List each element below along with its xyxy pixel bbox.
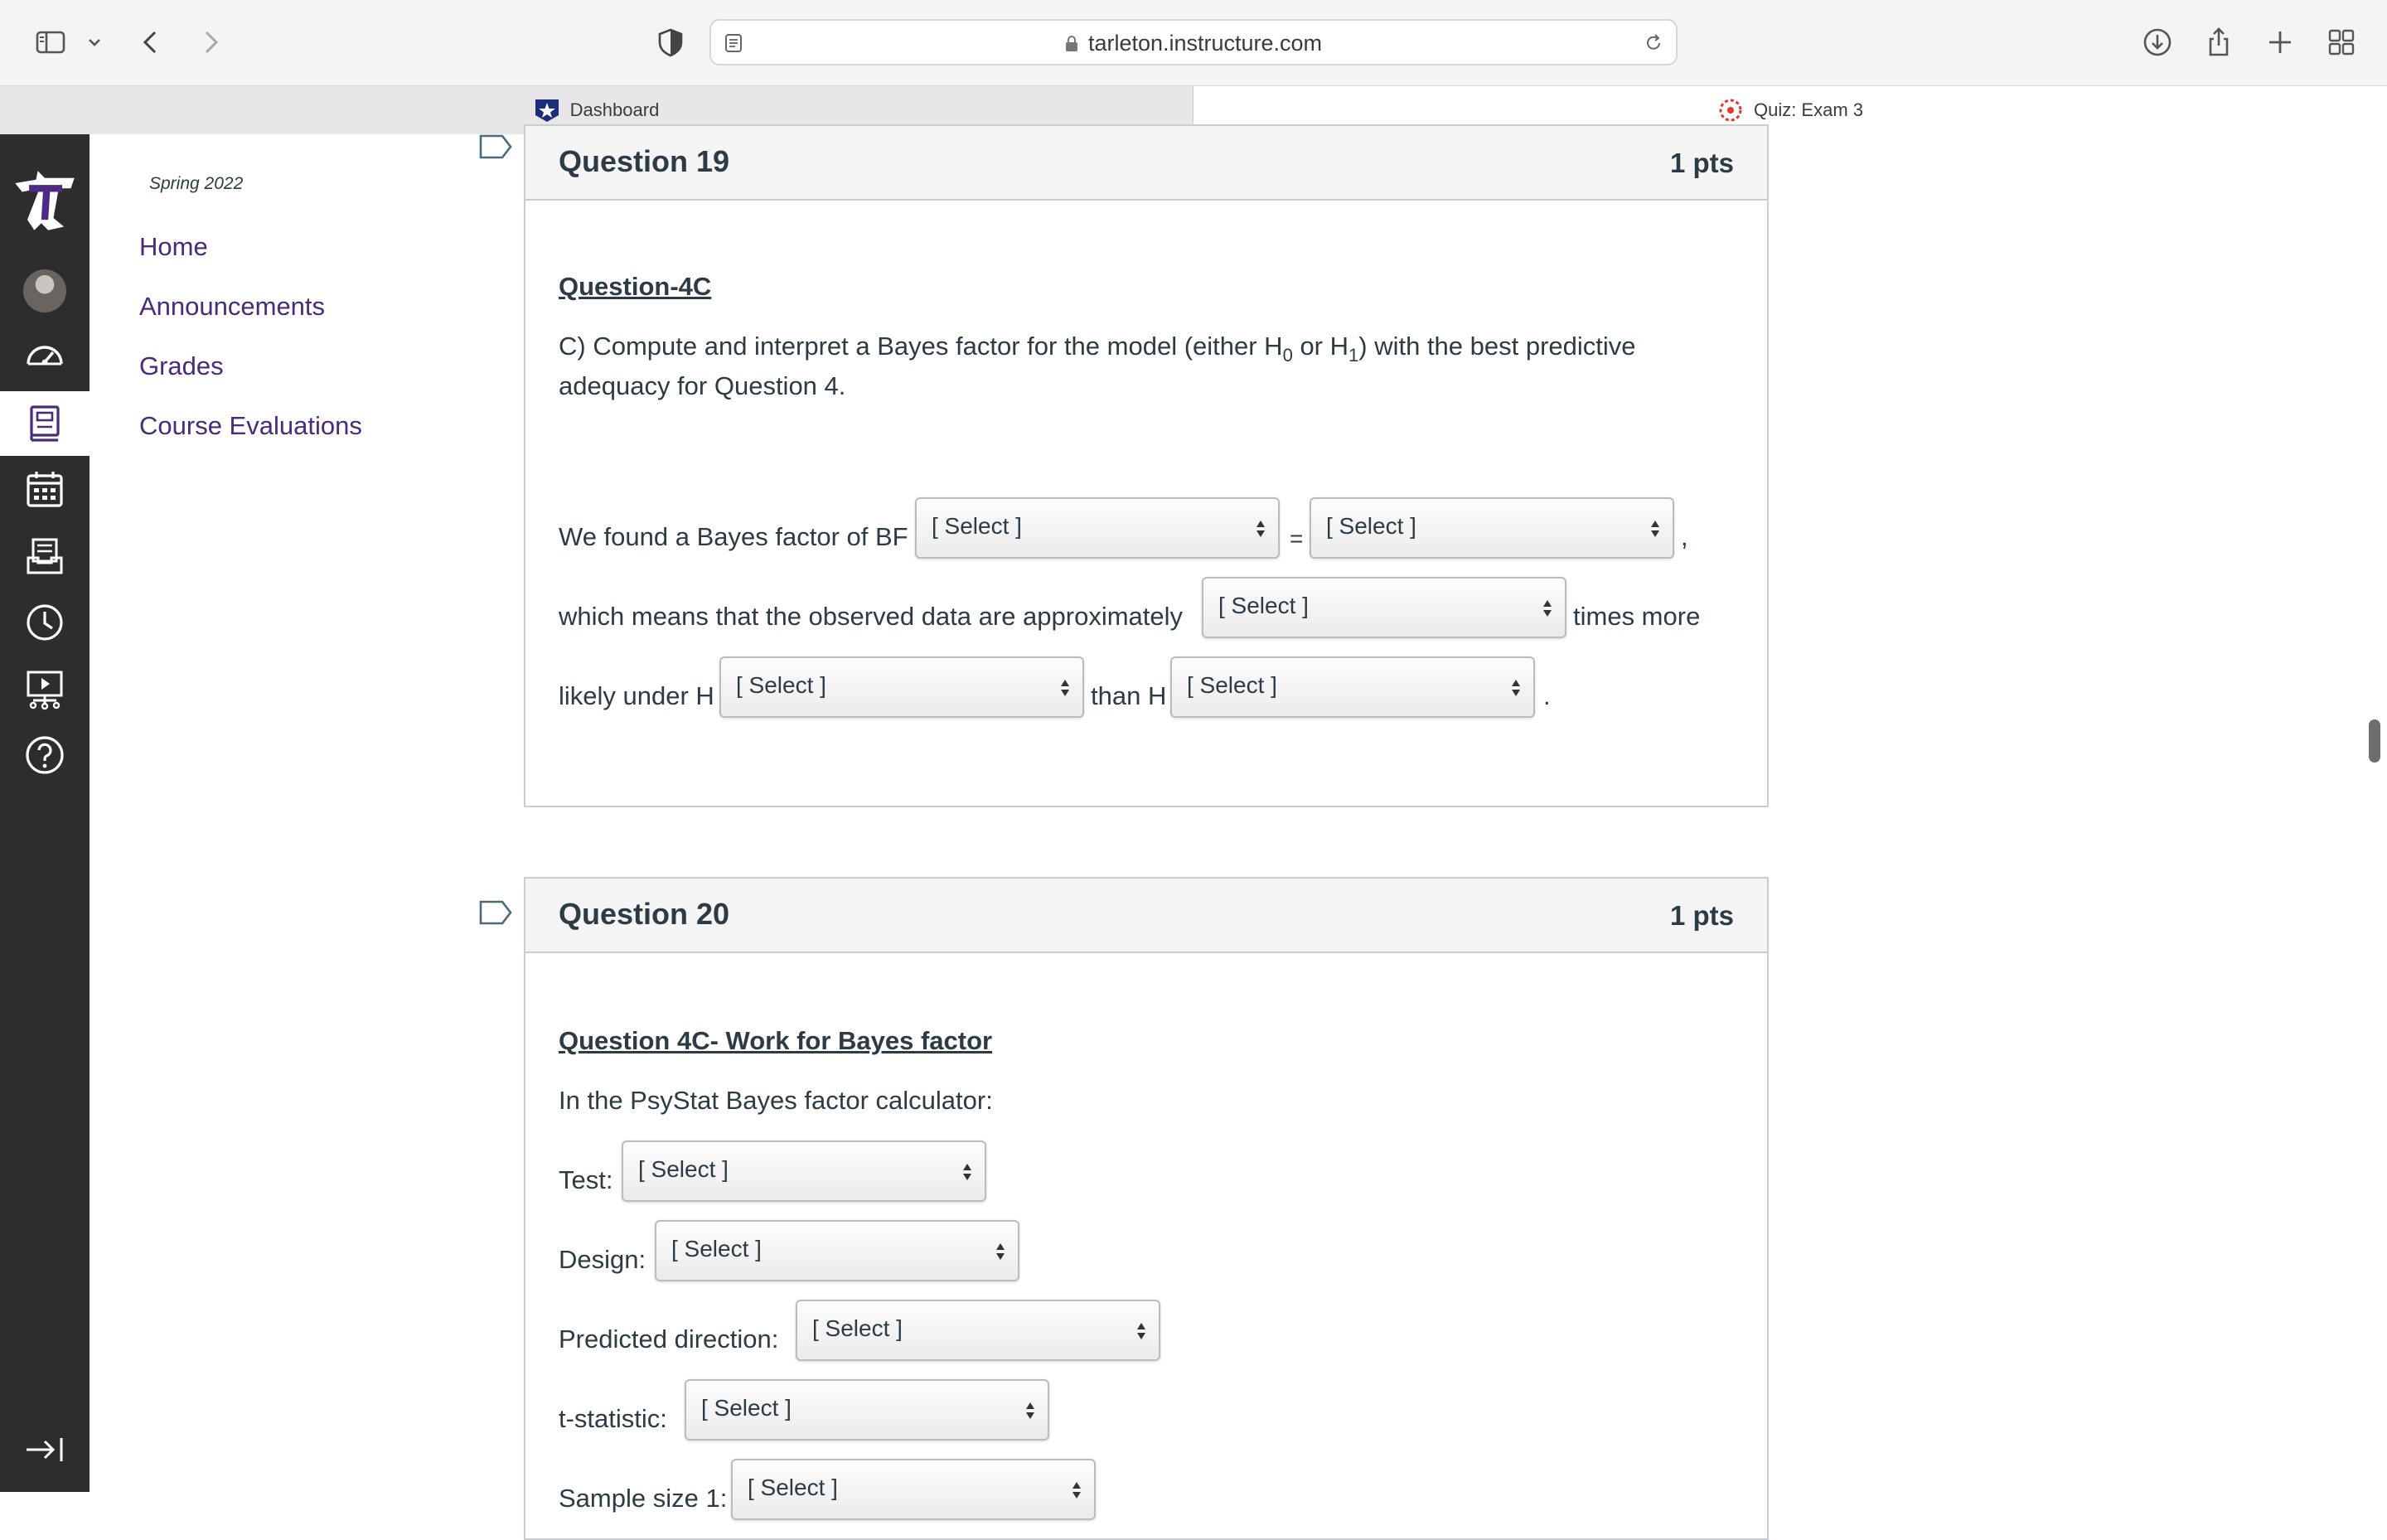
dashboard-icon[interactable] bbox=[0, 323, 90, 388]
calendar-icon[interactable] bbox=[0, 458, 90, 522]
tab-label: Quiz: Exam 3 bbox=[1753, 99, 1864, 120]
select-value: [ Select ] bbox=[736, 672, 826, 698]
url-text: tarleton.instructure.com bbox=[1087, 31, 1323, 56]
term-label: Spring 2022 bbox=[149, 174, 244, 193]
select-arrows-icon bbox=[1649, 517, 1661, 540]
dashboard-favicon-icon bbox=[534, 97, 560, 123]
select-arrows-icon bbox=[1542, 597, 1553, 620]
inbox-icon[interactable] bbox=[0, 524, 90, 588]
global-nav bbox=[0, 134, 90, 1492]
question-title: Question 19 bbox=[559, 144, 730, 178]
approx-times-select[interactable] bbox=[1202, 577, 1566, 638]
flag-question-icon[interactable] bbox=[479, 134, 512, 159]
field-label-design: Design: bbox=[559, 1245, 646, 1274]
question-20 bbox=[524, 877, 1769, 1540]
collapse-nav-icon[interactable] bbox=[0, 1417, 90, 1482]
select-value: [ Select ] bbox=[1218, 593, 1309, 618]
bf-value-select[interactable] bbox=[1310, 497, 1674, 559]
question-19-header bbox=[525, 126, 1767, 201]
question-points: 1 pts bbox=[1669, 148, 1734, 178]
select-value: [ Select ] bbox=[932, 513, 1022, 539]
chevron-down-icon[interactable] bbox=[76, 22, 113, 63]
sentence-likely: likely under H bbox=[559, 681, 714, 710]
page-scrollbar[interactable] bbox=[2369, 719, 2380, 763]
browser-toolbar bbox=[0, 0, 2387, 86]
privacy-shield-icon[interactable] bbox=[650, 22, 691, 63]
back-icon[interactable] bbox=[131, 22, 172, 63]
bf-type-select[interactable] bbox=[915, 497, 1280, 559]
select-value: [ Select ] bbox=[748, 1475, 838, 1500]
times-more-text: times more bbox=[1573, 602, 1701, 631]
question-subtitle: Question 4C- Work for Bayes factor bbox=[559, 1026, 993, 1055]
question-title: Question 20 bbox=[559, 897, 730, 931]
lock-icon bbox=[1065, 36, 1078, 52]
select-arrows-icon bbox=[1510, 676, 1522, 700]
question-19 bbox=[524, 124, 1769, 807]
select-value: [ Select ] bbox=[1187, 672, 1277, 698]
field-label-test: Test: bbox=[559, 1165, 613, 1194]
question-prompt-line2: adequacy for Question 4. bbox=[559, 371, 846, 400]
select-value: [ Select ] bbox=[1326, 513, 1416, 539]
field-label-tstat: t-statistic: bbox=[559, 1404, 667, 1433]
select-arrows-icon bbox=[995, 1240, 1006, 1263]
course-nav-announcements[interactable]: Announcements bbox=[139, 292, 326, 321]
history-icon[interactable] bbox=[0, 590, 90, 655]
select-arrows-icon bbox=[1071, 1479, 1082, 1502]
question-points: 1 pts bbox=[1669, 900, 1734, 931]
field-label-direction: Predicted direction: bbox=[559, 1324, 779, 1354]
question-20-header bbox=[525, 879, 1767, 953]
downloads-icon[interactable] bbox=[2137, 22, 2178, 63]
sentence-approx: which means that the observed data are approximately bbox=[559, 602, 1184, 631]
sidebar-toggle-icon[interactable] bbox=[30, 22, 71, 63]
tab-label: Dashboard bbox=[569, 99, 660, 120]
question-intro: In the PsyStat Bayes factor calculator: bbox=[559, 1086, 993, 1115]
select-arrows-icon bbox=[1059, 676, 1071, 700]
hypothesis-b-select[interactable] bbox=[1170, 656, 1535, 718]
studio-icon[interactable] bbox=[0, 656, 90, 721]
new-tab-icon[interactable] bbox=[2259, 22, 2301, 63]
select-value: [ Select ] bbox=[701, 1395, 792, 1421]
tstat-select[interactable] bbox=[685, 1379, 1049, 1441]
course-nav-grades[interactable]: Grades bbox=[139, 351, 224, 380]
period: . bbox=[1543, 681, 1551, 710]
prompt-text: C) Compute and interpret a Bayes factor for the model (either H bbox=[559, 332, 1283, 361]
share-icon[interactable] bbox=[2198, 22, 2239, 63]
subscript: 0 bbox=[1282, 345, 1293, 366]
reload-icon[interactable] bbox=[1643, 32, 1664, 54]
than-text: than H bbox=[1091, 681, 1167, 710]
hypothesis-a-select[interactable] bbox=[719, 656, 1084, 718]
select-value: [ Select ] bbox=[671, 1236, 762, 1262]
design-select[interactable] bbox=[655, 1220, 1019, 1281]
courses-icon[interactable] bbox=[0, 391, 90, 456]
course-nav-home[interactable]: Home bbox=[139, 232, 208, 261]
account-icon[interactable] bbox=[0, 259, 90, 323]
school-logo-icon[interactable] bbox=[0, 159, 90, 242]
test-select[interactable] bbox=[622, 1140, 986, 1202]
canvas-favicon-icon bbox=[1717, 97, 1744, 123]
select-arrows-icon bbox=[961, 1160, 973, 1184]
prompt-text: ) with the best predictive bbox=[1358, 332, 1636, 361]
sentence-bf: We found a Bayes factor of BF bbox=[559, 522, 908, 551]
select-arrows-icon bbox=[1255, 517, 1266, 540]
select-arrows-icon bbox=[1024, 1399, 1036, 1422]
flag-question-icon[interactable] bbox=[479, 900, 512, 925]
prompt-text: or H bbox=[1292, 332, 1349, 361]
course-nav bbox=[90, 134, 479, 1492]
sample-size-select[interactable] bbox=[731, 1459, 1096, 1520]
course-nav-course-evaluations[interactable]: Course Evaluations bbox=[139, 411, 362, 440]
direction-select[interactable] bbox=[796, 1300, 1160, 1361]
help-icon[interactable] bbox=[0, 723, 90, 787]
address-bar[interactable] bbox=[709, 19, 1678, 65]
select-value: [ Select ] bbox=[638, 1156, 729, 1182]
select-arrows-icon bbox=[1135, 1320, 1147, 1343]
quiz-content bbox=[479, 134, 2387, 1513]
tab-overview-icon[interactable] bbox=[2321, 22, 2362, 63]
forward-icon[interactable] bbox=[189, 22, 230, 63]
comma: , bbox=[1681, 522, 1688, 551]
select-value: [ Select ] bbox=[812, 1315, 903, 1341]
field-label-sample-size: Sample size 1: bbox=[559, 1484, 728, 1513]
question-subtitle: Question-4C bbox=[559, 272, 712, 301]
subscript: 1 bbox=[1348, 345, 1359, 366]
equals-sign: = bbox=[1290, 525, 1304, 551]
url-display bbox=[711, 31, 1676, 56]
